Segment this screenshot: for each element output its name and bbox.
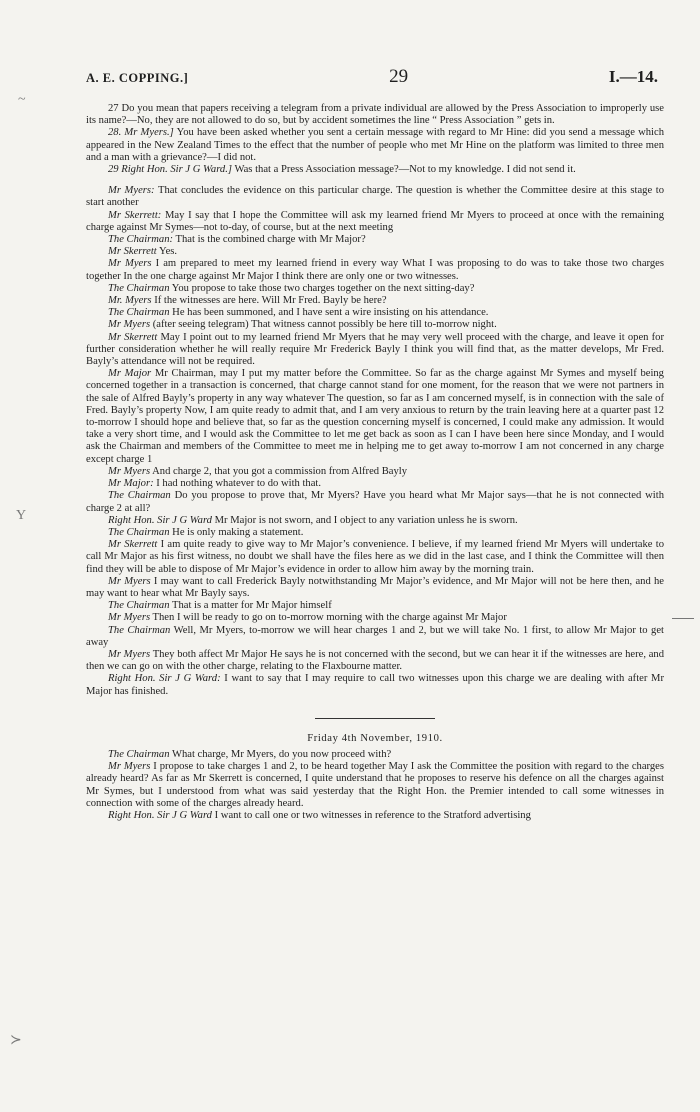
transcript-paragraph xyxy=(86,258,664,282)
paragraph-text: You propose to take those two charges together on the next sitting-day? xyxy=(169,282,475,294)
speaker-name: The Chairman xyxy=(108,600,170,612)
paragraph-text: You have been asked whether you sent a certain message with regard to Mr Hine: did you send a message which appeared in the New Zealand Times to the effect that the number of people who met Mr Hine on the platform was limited to three men and a man with a grievance?—I did not. xyxy=(86,127,664,163)
transcript-paragraph xyxy=(86,600,664,612)
section-date: Friday 4th November, 1910. xyxy=(307,732,443,744)
transcript-paragraph xyxy=(86,246,664,258)
transcript-paragraph xyxy=(86,283,664,295)
margin-mark-middle: Y xyxy=(16,508,27,523)
margin-mark-bottom: ≻ xyxy=(10,1033,22,1048)
speaker-name: Mr Major: xyxy=(108,478,154,490)
speaker-name: The Chairman xyxy=(108,282,170,294)
speaker-name: Mr Myers xyxy=(108,648,151,660)
speaker-name: The Chairman xyxy=(108,490,171,502)
speaker-name: Mr Myers xyxy=(108,761,151,773)
paragraph-text: What charge, Mr Myers, do you now proceed with? xyxy=(169,748,392,760)
page-number: 29 xyxy=(389,66,409,87)
speaker-name: Mr Myers xyxy=(108,258,152,270)
transcript-paragraph xyxy=(86,612,664,624)
transcript-paragraph xyxy=(86,761,664,810)
transcript-paragraph xyxy=(86,515,664,527)
paragraph-text: Do you propose to prove that, Mr Myers? Have you heard what Mr Major says—that he is not connected with charge 2 at all? xyxy=(86,490,664,514)
transcript-paragraph xyxy=(86,466,664,478)
paragraph-text: That concludes the evidence on this particular charge. The question is whether the Committee desire at this stage to start another xyxy=(86,185,664,209)
paragraph-text: He is only making a statement. xyxy=(169,526,304,538)
section-divider xyxy=(315,718,435,719)
paragraph-text: Well, Mr Myers, to-morrow we will hear charges 1 and 2, but we will take No. 1 first, to allow Mr Major to get away xyxy=(86,624,665,648)
speaker-name: 28. Mr Myers.] xyxy=(108,127,174,139)
paragraph-text: Then I will be ready to go on to-morrow morning with the charge against Mr Major xyxy=(150,612,507,624)
speaker-name: The Chairman: xyxy=(108,234,174,246)
transcript-section-2 xyxy=(86,749,664,822)
paragraph-text: They both affect Mr Major He says he is not concerned with the second, but we can hear it if the witnesses are here, and then we can go on with the other charge, relating to the Flaxbourne matter. xyxy=(86,648,664,673)
transcript-paragraph xyxy=(86,210,664,234)
transcript-paragraph xyxy=(86,625,664,649)
paragraph-text: (after seeing telegram) That witness cannot possibly be here till to-morrow night. xyxy=(150,319,497,331)
transcript-paragraph xyxy=(86,332,664,369)
paragraph-gap xyxy=(86,176,664,185)
transcript-paragraph xyxy=(86,185,664,209)
header-author: A. E. COPPING.] xyxy=(86,71,189,85)
paragraph-text: I am prepared to meet my learned friend in every way What I was proposing to do was to take those two charges together In the one charge against Mr Major I think there are only one or two witnesses. xyxy=(86,258,664,282)
transcript-paragraph xyxy=(86,490,664,514)
speaker-name: Mr. Myers xyxy=(108,295,152,307)
speaker-name: Mr Myers: xyxy=(108,185,155,197)
transcript-paragraph xyxy=(86,368,664,466)
speaker-name: Mr Skerrett xyxy=(108,331,158,343)
transcript-paragraph xyxy=(86,576,664,600)
transcript-paragraph xyxy=(86,749,664,761)
margin-mark-top: ~ xyxy=(18,92,26,107)
paragraph-text: I am quite ready to give way to Mr Major’s convenience. I believe, if my learned friend Mr Myers will undertake to call Mr Major as his first witness, no doubt we shall have the files here as we did in the last case, and I think the Committee will then find they will be able to dispose of Mr Major’s evidence in order to allow him away by the morning train. xyxy=(86,539,664,575)
paragraph-text: Mr Chairman, may I put my matter before the Committee. So far as the charge against Mr Symes and myself being concerned together in a transaction is concerned, that charge cannot stand for one moment, for the reason that we were not partners in the sale of Alfred Bayly’s property in any way whatever The question, so far as I am concerned myself, is in connection with the sale of Fred. Bayly’s property Now, I am quite ready to admit that, and I am very anxious to return by the train leaving here at a quarter past 12 to-morrow I should hope and believe that, so far as the question concerning myself is concerned, I could make any admission. It would take a very short time, and I would ask the Committee to let me get back as soon as I can I have been here since Monday, and I would ask the Chairman and members of the Committee to meet me in helping me to get away to-morrow I am not concerned in any charge except charge 1 xyxy=(86,368,664,465)
speaker-name: Mr Major xyxy=(108,368,152,380)
paragraph-text: May I point out to my learned friend Mr Myers that he may very well proceed with the charge, and leave it open for further consideration whether he will really require Mr Frederick Bayly I think you will find that, as the matter develops, Mr Fred. Bayly’s attendance will not be required. xyxy=(86,331,664,368)
transcript-paragraph xyxy=(86,539,664,576)
transcript-paragraph xyxy=(86,164,664,176)
transcript-paragraph xyxy=(86,295,664,307)
speaker-name: Right Hon. Sir J G Ward: xyxy=(108,673,221,685)
paragraph-text: I want to call one or two witnesses in reference to the Stratford advertising xyxy=(211,809,531,821)
paragraph-text: Was that a Press Association message?—Not to my knowledge. I did not send it. xyxy=(232,164,576,176)
paragraph-text: I propose to take charges 1 and 2, to be heard together May I ask the Committee the position with regard to the charges already heard? As far as Mr Skerrett is concerned, I quite understand that he proposes to reserve his defence on all the charges against Mr Symes, but I understood from what was said yesterday that the Right Hon. the Premier intended to call some witnesses in connection with some of the charges already heard. xyxy=(86,761,664,809)
paragraph-text: And charge 2, that you got a commission from Alfred Bayly xyxy=(150,465,408,477)
header-series: I.—14. xyxy=(608,67,658,86)
speaker-name: The Chairman xyxy=(108,748,170,760)
speaker-name: Mr Myers xyxy=(108,319,151,331)
paragraph-text: I want to say that I may require to call two witnesses upon this charge we are dealing with after Mr Major has finished. xyxy=(86,673,664,697)
speaker-name: Mr Skerrett: xyxy=(108,209,162,221)
transcript-paragraph xyxy=(86,319,664,331)
margin-dash xyxy=(672,618,694,619)
transcript-paragraph xyxy=(86,307,664,319)
paragraph-text: 27 Do you mean that papers receiving a telegram from a private individual are allowed by the Press Association to improperly use its name?—No, they are not allowed to do so, but by accident sometimes the line “ Press Association ” gets in. xyxy=(86,103,664,127)
transcript-paragraph xyxy=(86,234,664,246)
transcript-paragraph xyxy=(86,127,664,164)
speaker-name: Mr Skerrett xyxy=(108,539,158,551)
paragraph-text: Yes. xyxy=(156,246,178,258)
paragraph-text: If the witnesses are here. Will Mr Fred. Bayly be here? xyxy=(151,295,387,307)
transcript-paragraph xyxy=(86,103,664,127)
transcript-paragraph xyxy=(86,810,664,822)
paragraph-text: I had nothing whatever to do with that. xyxy=(153,478,322,490)
transcript-paragraph xyxy=(86,673,664,697)
speaker-name: Mr Myers xyxy=(108,612,151,624)
speaker-name: The Chairman xyxy=(108,624,171,636)
speaker-name: Mr Skerrett xyxy=(108,246,157,258)
transcript-paragraph xyxy=(86,649,664,673)
speaker-name: 29 Right Hon. Sir J G Ward.] xyxy=(108,164,232,176)
page-header xyxy=(86,66,658,88)
paragraph-text: Mr Major is not sworn, and I object to any variation unless he is sworn. xyxy=(211,514,518,526)
transcript-body xyxy=(86,103,664,822)
paragraph-text: I may want to call Frederick Bayly notwithstanding Mr Major’s evidence, and Mr Major will not be here then, and he may want to hear what Mr Bayly says. xyxy=(86,575,664,599)
paragraph-text: That is the combined charge with Mr Major? xyxy=(173,234,366,246)
speaker-name: Mr Myers xyxy=(108,465,151,477)
speaker-name: The Chairman xyxy=(108,526,170,538)
paragraph-text: He has been summoned, and I have sent a wire insisting on his attendance. xyxy=(169,307,489,319)
transcript-paragraph xyxy=(86,478,664,490)
speaker-name: Right Hon. Sir J G Ward xyxy=(108,809,212,821)
speaker-name: Mr Myers xyxy=(108,575,151,587)
transcript-section-1 xyxy=(86,103,664,698)
speaker-name: Right Hon. Sir J G Ward xyxy=(108,514,212,526)
paragraph-text: May I say that I hope the Committee will ask my learned friend Mr Myers to proceed at once with the remaining charge against Mr Symes—not to-day, of course, but at the next meeting xyxy=(86,209,664,233)
paragraph-text: That is a matter for Mr Major himself xyxy=(169,600,332,612)
transcript-paragraph xyxy=(86,527,664,539)
speaker-name: The Chairman xyxy=(108,307,170,319)
